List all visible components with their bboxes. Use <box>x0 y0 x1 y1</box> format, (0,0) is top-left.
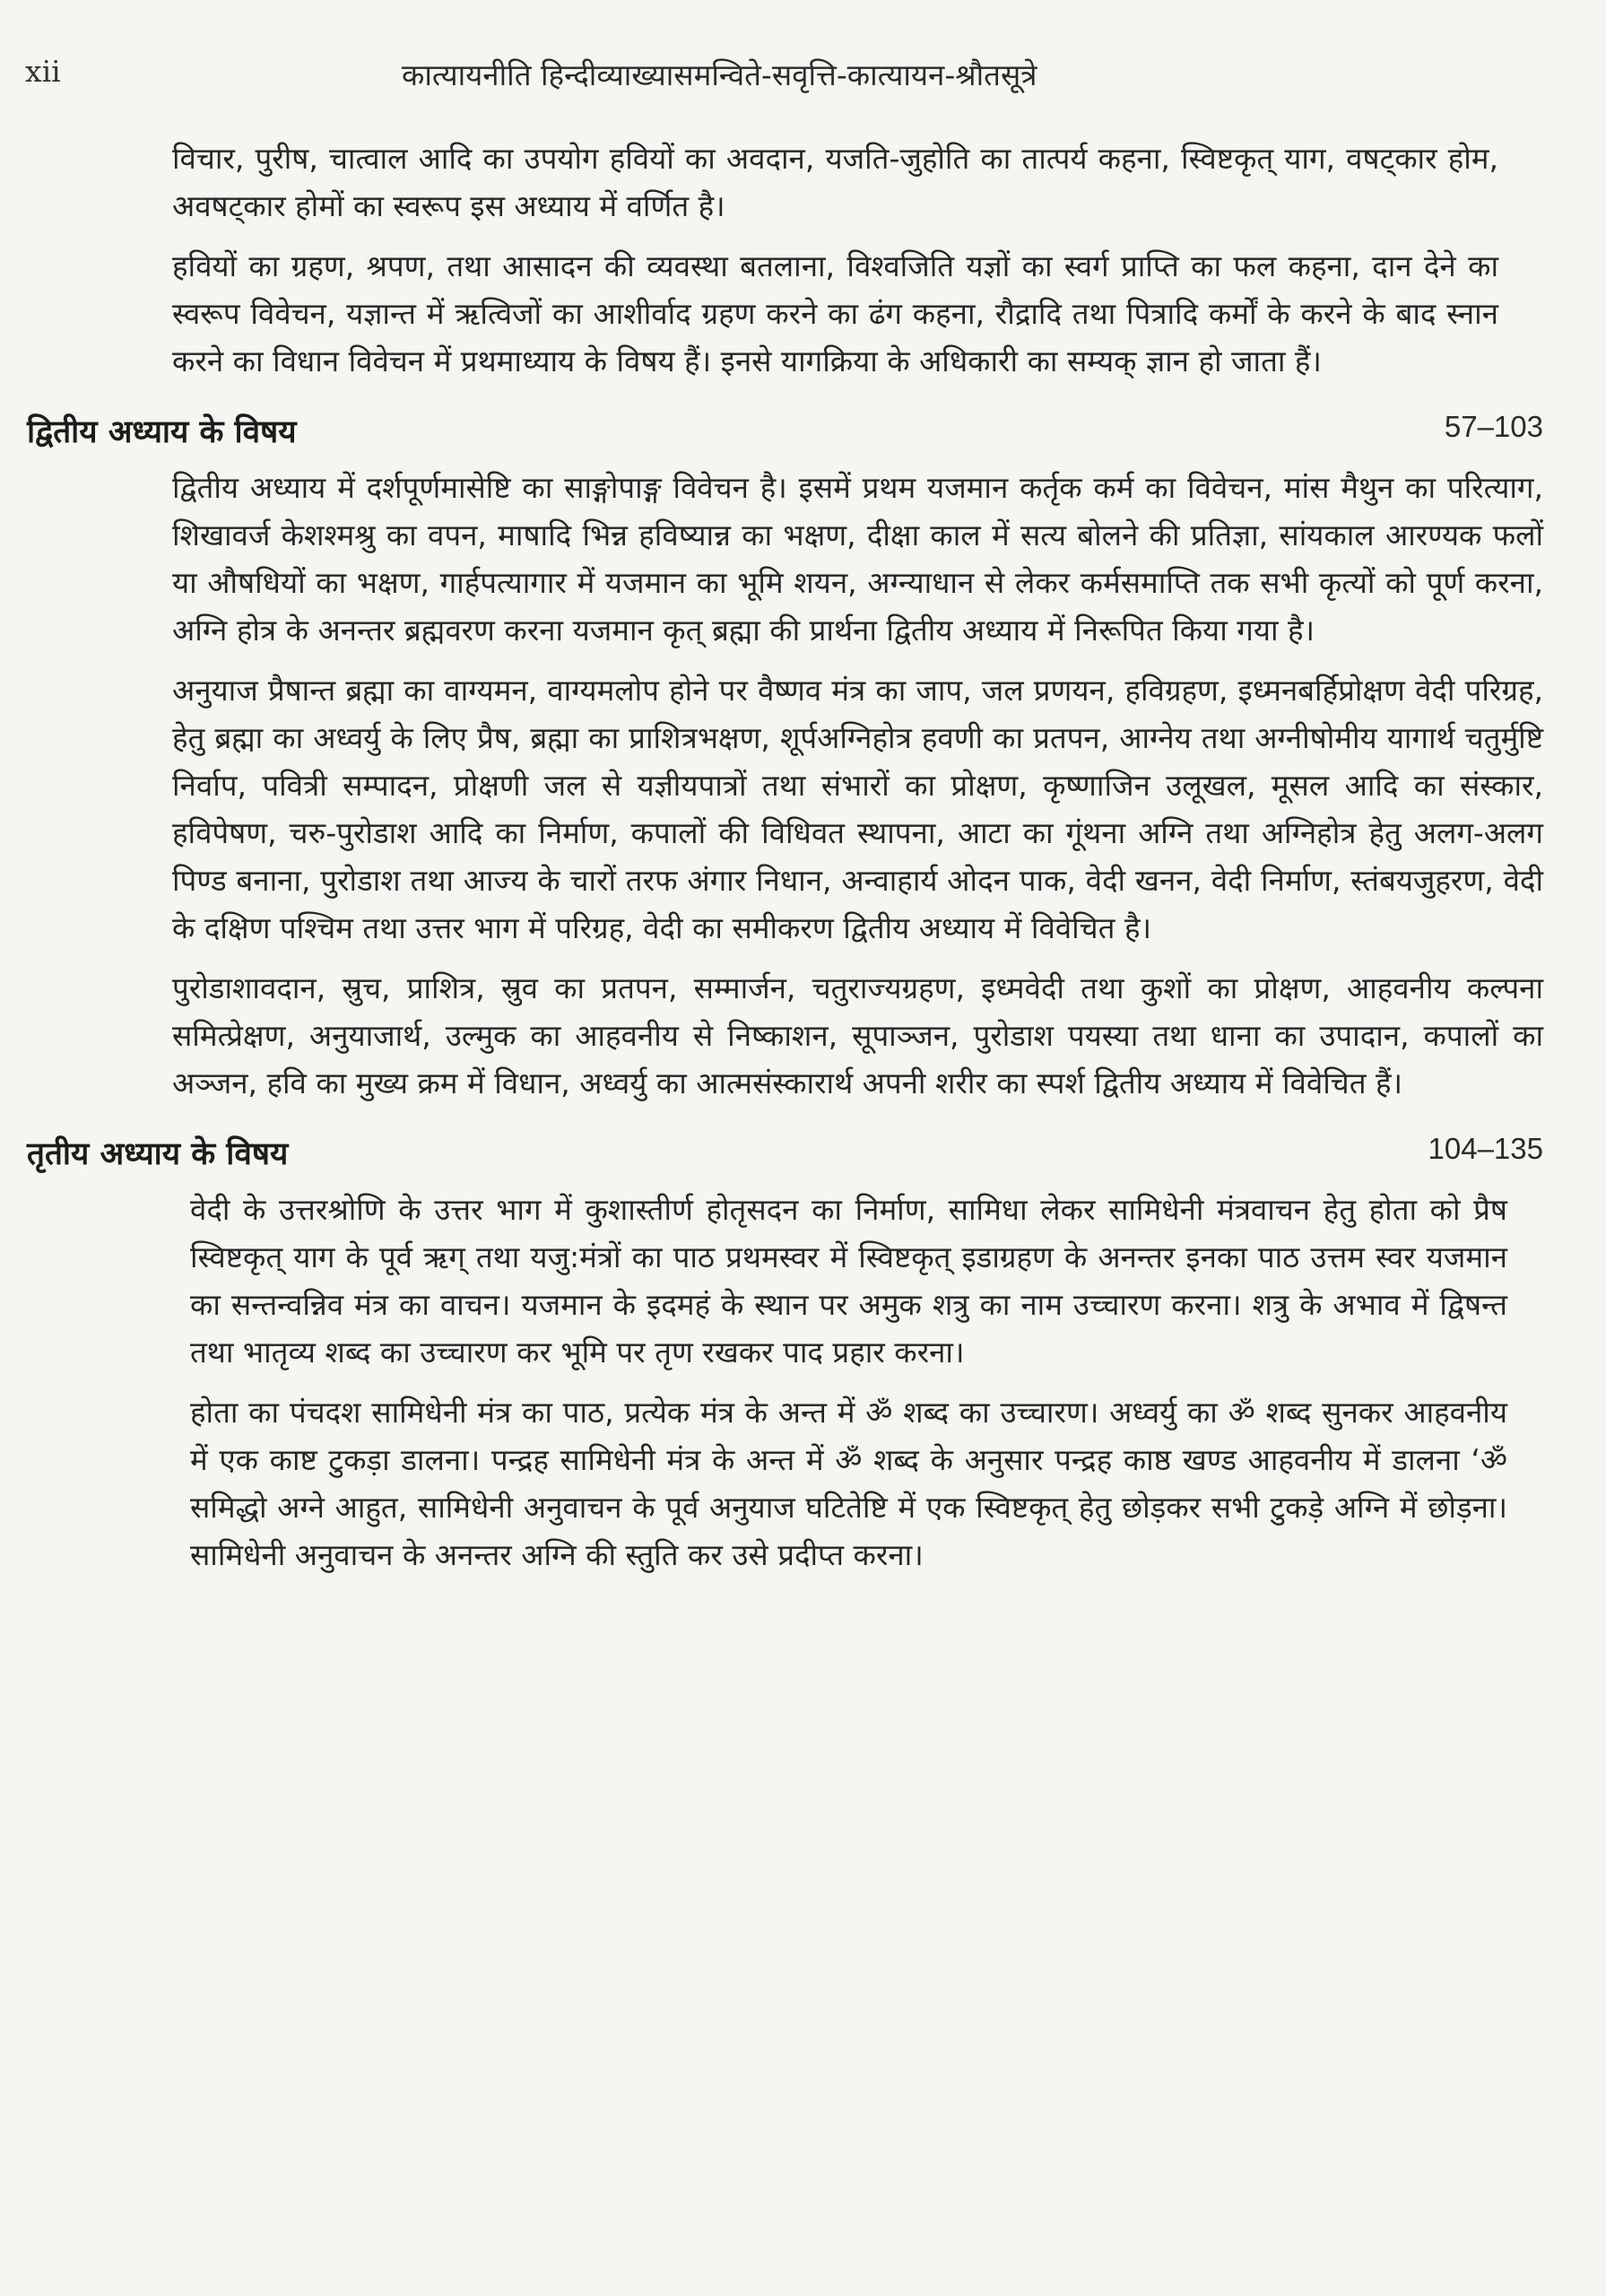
intro-paragraph: हवियों का ग्रहण, श्रपण, तथा आसादन की व्यवस्था बतलाना, विश्वजिति यज्ञों का स्वर्ग प्राप्ति का फल कहना, दान देने का स्वरूप विवेचन, यज्ञान्त में ऋत्विजों का आशीर्वाद ग्रहण करने का ढंग कहना, रौद्रादि तथा पित्रादि कर्मों के करने के बाद स्नान करने का विधान विवेचन में प्रथमाध्याय के विषय हैं। इनसे यागक्रिया के अधिकारी का सम्यक् ज्ञान हो जाता हैं। <box>172 248 1498 378</box>
section-paragraph: द्वितीय अध्याय में दर्शपूर्णमासेष्टि का साङ्गोपाङ्ग विवेचन है। इसमें प्रथम यजमान कर्तृक कर्म का विवेचन, मांस मैथुन का परित्याग, शिखावर्ज केशश्मश्रु का वपन, माषादि भिन्न हविष्यान्न का भक्षण, दीक्षा काल में सत्य बोलने की प्रतिज्ञा, सांयकाल आरण्यक फलों या औषधियों का भक्षण, गार्हपत्यागार में यजमान का भूमि शयन, अग्न्याधान से लेकर कर्मसमाप्ति तक सभी कृत्यों को पूर्ण करना, अग्नि होत्र के अनन्तर ब्रह्मवरण करना यजमान कृत् ब्रह्मा की प्रार्थना द्वितीय अध्याय में निरूपित किया गया है। <box>172 470 1543 648</box>
page-body <box>0 135 1606 1591</box>
running-title: कात्यायनीति हिन्दीव्याख्यासमन्विते-सवृत्ति-कात्यायन-श्रौतसूत्रे <box>402 57 1037 92</box>
section-paragraph: अनुयाज प्रैषान्त ब्रह्मा का वाग्यमन, वाग्यमलोप होने पर वैष्णव मंत्र का जाप, जल प्रणयन, हविग्रहण, इध्मनबर्हिप्रोक्षण वेदी परिग्रह, हेतु ब्रह्मा का अध्वर्यु के लिए प्रैष, ब्रह्मा का प्राशित्रभक्षण, शूर्पअग्निहोत्र हवणी का प्रतपन, आग्नेय तथा अग्नीषोमीय यागार्थ चतुर्मुष्टि निर्वाप, पवित्री सम्पादन, प्रोक्षणी जल से यज्ञीयपात्रों तथा संभारों का प्रोक्षण, कृष्णाजिन उलूखल, मूसल आदि का संस्कार, हविपेषण, चरु-पुरोडाश आदि का निर्माण, कपालों की विधिवत स्थापना, आटा का गूंथना अग्नि तथा अग्निहोत्र हेतु अलग-अलग पिण्ड बनाना, पुरोडाश तथा आज्य के चारों तरफ अंगार निधान, अन्वाहार्य ओदन पाक, वेदी खनन, वेदी निर्माण, स्तंबयजुहरण, वेदी के दक्षिण पश्चिम तथा उत्तर भाग में परिग्रह, वेदी का समीकरण द्वितीय अध्याय में विवेचित है। <box>172 673 1543 945</box>
section-heading-row <box>0 403 1606 458</box>
section-title: तृतीय अध्याय के विषय <box>27 1136 289 1172</box>
section-chapter-2 <box>0 403 1606 1107</box>
section-paragraph: पुरोडाशावदान, स्रुच, प्राशित्र, स्रुव का प्रतपन, सम्मार्जन, चतुराज्यग्रहण, इध्मवेदी तथा कुशों का प्रोक्षण, आहवनीय कल्पना समित्प्रेक्षण, अनुयाजार्थ, उल्मुक का आहवनीय से निष्काशन, सूपाञ्जन, पुरोडाश पयस्या तथा धाना का उपादान, कपालों का अञ्जन, हवि का मुख्य क्रम में विधान, अध्वर्यु का आत्मसंस्कारार्थ अपनी शरीर का स्पर्श द्वितीय अध्याय में विवेचित हैं। <box>172 970 1543 1100</box>
section-heading-row <box>0 1125 1606 1180</box>
section-chapter-3 <box>0 1125 1606 1578</box>
intro-block <box>0 135 1606 385</box>
section-paragraph: वेदी के उत्तरश्रोणि के उत्तर भाग में कुशास्तीर्ण होतृसदन का निर्माण, सामिधा लेकर सामिधेनी मंत्रवाचन हेतु होता को प्रैष स्विष्टकृत् याग के पूर्व ऋग् तथा यजु:मंत्रों का पाठ प्रथमस्वर में स्विष्टकृत् इडाग्रहण के अनन्तर इनका पाठ उत्तम स्वर यजमान का सन्तन्वन्निव मंत्र का वाचन। यजमान के इदमहं के स्थान पर अमुक शत्रु का नाम उच्चारण करना। शत्रु के अभाव में द्विषन्त तथा भातृव्य शब्द का उच्चारण कर भूमि पर तृण रखकर पाद प्रहार करना। <box>190 1192 1507 1370</box>
page-range: 57–103 <box>1444 410 1543 443</box>
page-range: 104–135 <box>1428 1132 1543 1165</box>
page-number: xii <box>25 54 61 89</box>
page-header <box>25 54 1552 108</box>
intro-paragraph: विचार, पुरीष, चात्वाल आदि का उपयोग हवियों का अवदान, यजति-जुहोति का तात्पर्य कहना, स्विष्टकृत् याग, वषट्कार होम, अवषट्कार होमों का स्वरूप इस अध्याय में वर्णित है। <box>172 141 1498 223</box>
section-paragraph: होता का पंचदश सामिधेनी मंत्र का पाठ, प्रत्येक मंत्र के अन्त में ॐ शब्द का उच्चारण। अध्वर्यु का ॐ शब्द सुनकर आहवनीय में एक काष्ट टुकड़ा डालना। पन्द्रह सामिधेनी मंत्र के अन्त में ॐ शब्द के अनुसार पन्द्रह काष्ठ खण्ड आहवनीय में डालना ‘ॐ समिद्धो अग्ने आहुत, सामिधेनी अनुवाचन के पूर्व अनुयाज घटितेष्टि में एक स्विष्टकृत् हेतु छोड़कर सभी टुकड़े अग्नि में छोड़ना। सामिधेनी अनुवाचन के अनन्तर अग्नि की स्तुति कर उसे प्रदीप्त करना। <box>190 1395 1507 1572</box>
section-title: द्वितीय अध्याय के विषय <box>27 414 297 450</box>
